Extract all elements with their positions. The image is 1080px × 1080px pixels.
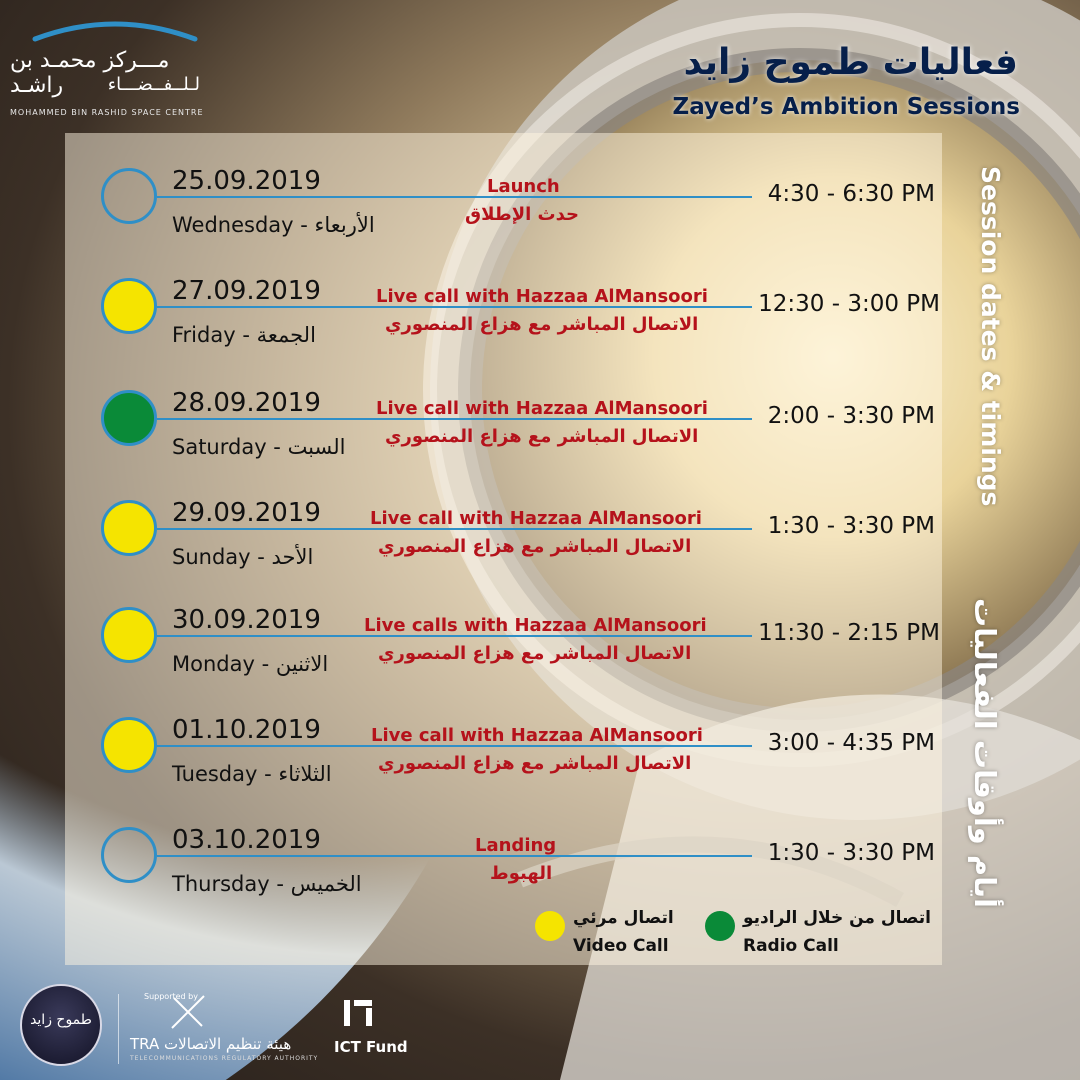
session-type-circle [101,827,157,883]
session-event-arabic: الاتصال المباشر مع هزاع المنصوري [385,426,699,447]
legend-video-arabic: اتصال مرئي [573,908,674,928]
session-type-circle [101,390,157,446]
session-event-arabic: الاتصال المباشر مع هزاع المنصوري [378,643,692,664]
session-row [0,715,1080,822]
session-event-english: Live calls with Hazzaa AlMansoori [364,615,707,636]
session-time: 11:30 - 2:15 PM [758,620,940,646]
session-time: 4:30 - 6:30 PM [767,181,935,207]
mbrsc-logo [10,14,210,117]
session-type-circle [101,168,157,224]
session-event-english: Live call with Hazzaa AlMansoori [370,508,702,529]
session-type-circle [101,500,157,556]
session-day: Sunday - الأحد [172,545,314,569]
session-time: 1:30 - 3:30 PM [767,513,935,539]
session-date: 30.09.2019 [172,605,321,635]
legend-video-english: Video Call [573,936,669,956]
session-row [0,498,1080,605]
badge-label: طموح زايد [30,1012,92,1028]
session-time: 2:00 - 3:30 PM [767,403,935,429]
page-title-arabic: فعاليات طموح زايد [683,42,1018,83]
side-label-english: Session dates & timings [976,166,1005,507]
side-label-arabic: أيام وأوقات الفعاليات [968,598,1002,908]
session-day: Saturday - السبت [172,435,346,459]
ict-fund-logo: ICT Fund [334,1038,408,1056]
session-day: Wednesday - الأربعاء [172,213,375,237]
session-time: 3:00 - 4:35 PM [767,730,935,756]
timeline-line [157,196,752,198]
session-event-arabic: الاتصال المباشر مع هزاع المنصوري [378,536,692,557]
session-event-english: Live call with Hazzaa AlMansoori [371,725,703,746]
tra-subtitle: TELECOMMUNICATIONS REGULATORY AUTHORITY [130,1055,319,1062]
logo-english-name: MOHAMMED BIN RASHID SPACE CENTRE [10,108,204,117]
session-row [0,276,1080,383]
supported-by-label: Supported by [144,992,198,1001]
session-date: 03.10.2019 [172,825,321,855]
session-row [0,166,1080,273]
session-type-circle [101,278,157,334]
video-call-dot-icon [535,911,565,941]
session-event-english: Landing [475,835,557,856]
tra-star-icon [168,992,208,1032]
session-date: 01.10.2019 [172,715,321,745]
session-date: 28.09.2019 [172,388,321,418]
session-date: 25.09.2019 [172,166,321,196]
radio-call-dot-icon [705,911,735,941]
session-event-arabic: الاتصال المباشر مع هزاع المنصوري [378,753,692,774]
page-title-english: Zayed’s Ambition Sessions [672,94,1020,120]
session-time: 1:30 - 3:30 PM [767,840,935,866]
session-day: Thursday - الخميس [172,872,362,896]
logo-arc-icon [30,14,200,44]
zayed-ambition-badge [20,984,102,1066]
footer-divider [118,994,119,1064]
session-time: 12:30 - 3:00 PM [758,291,940,317]
session-event-arabic: حدث الإطلاق [465,204,580,225]
session-event-english: Live call with Hazzaa AlMansoori [376,398,708,419]
legend-radio-arabic: اتصال من خلال الراديو [743,908,931,928]
session-type-circle [101,607,157,663]
logo-arabic-line1: مـــركز محمـد بن راشـد [10,48,170,98]
session-type-circle [101,717,157,773]
session-row [0,388,1080,495]
session-day: Monday - الاثنين [172,652,329,676]
session-event-arabic: الاتصال المباشر مع هزاع المنصوري [385,314,699,335]
ict-fund-icon [340,994,380,1034]
timeline-line [157,855,752,857]
session-date: 29.09.2019 [172,498,321,528]
session-day: Friday - الجمعة [172,323,316,347]
logo-arabic-line2: لـلــفــضـــاء [107,74,200,95]
session-date: 27.09.2019 [172,276,321,306]
session-event-english: Launch [487,176,560,197]
session-row [0,605,1080,712]
session-event-arabic: الهبوط [490,863,553,884]
session-event-english: Live call with Hazzaa AlMansoori [376,286,708,307]
legend-radio-english: Radio Call [743,936,839,956]
session-day: Tuesday - الثلاثاء [172,762,332,786]
tra-logo: TRA هيئة تنظيم الاتصالات [130,1035,292,1053]
